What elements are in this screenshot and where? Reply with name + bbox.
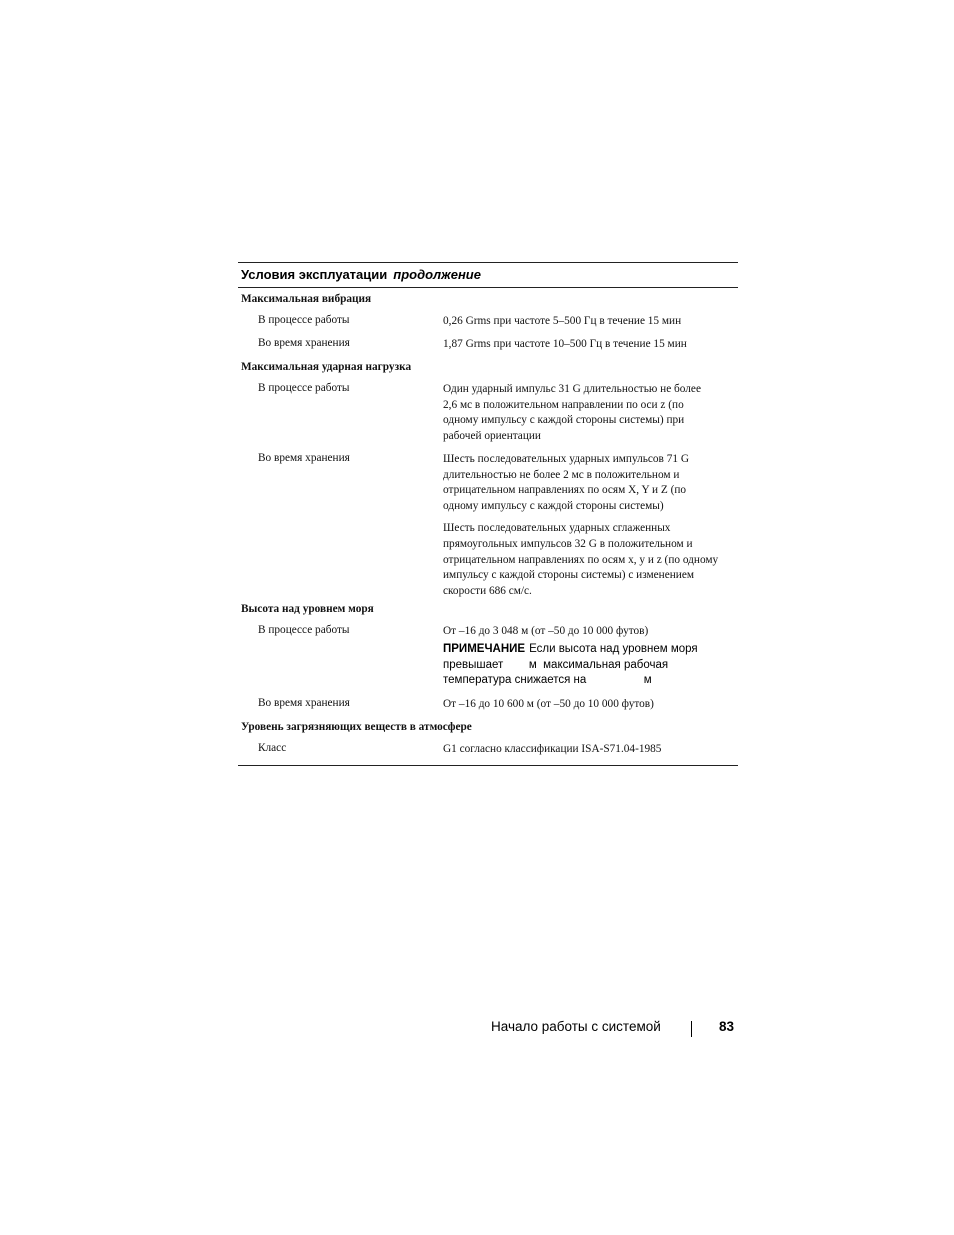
section-heading-contaminant: Уровень загрязняющих веществ в атмосфере: [241, 721, 472, 733]
footer-chapter-title: Начало работы с системой: [491, 1019, 661, 1034]
section-heading-altitude: Высота над уровнем моря: [241, 603, 374, 615]
note-block: [443, 642, 738, 694]
value-line: скорости 686 см/с.: [443, 584, 532, 597]
row-label: Во время хранения: [258, 337, 350, 349]
row-value: [443, 382, 738, 449]
row-label: В процессе работы: [258, 624, 350, 636]
row-value: От –16 до 3 048 м (от –50 до 10 000 футов): [443, 625, 649, 637]
value-line: 2,6 мс в положительном направлении по оси z (по: [443, 398, 684, 411]
value-line: Шесть последовательных ударных сглаженных: [443, 522, 671, 535]
table-row: [238, 621, 738, 642]
row-label: В процессе работы: [258, 314, 350, 326]
bottom-rule: [238, 765, 738, 766]
footer-divider: [691, 1021, 692, 1037]
value-line: Один ударный импульс 31 G длительностью не более: [443, 383, 701, 395]
note-line: превышает м максимальная рабочая: [443, 658, 669, 671]
table-title-suffix: продолжение: [393, 267, 481, 282]
page-number: 83: [719, 1019, 735, 1034]
value-line: отрицательном направлениях по осям X, Y и Z (по: [443, 484, 687, 497]
row-label: Класс: [258, 742, 287, 754]
value-line: длительностью не более 2 мс в положительном и: [443, 468, 680, 481]
row-label: Во время хранения: [258, 697, 350, 709]
table-row: [238, 449, 738, 597]
note-line: температура снижается на м: [443, 674, 652, 687]
table-row: [238, 379, 738, 449]
value-line: одному импульсу с каждой стороны системы): [443, 499, 664, 512]
row-value: G1 согласно классификации ISA-S71.04-1985: [443, 743, 662, 755]
value-line: одному импульсу с каждой стороны системы) при: [443, 414, 685, 427]
value-line: Шесть последовательных ударных импульсов 71 G: [443, 453, 689, 465]
value-line: отрицательном направлениях по осям x, y и z (по одному: [443, 553, 719, 566]
value-line: импульсу с каждой стороны системы) с изменением: [443, 569, 694, 582]
table-row: [238, 311, 738, 334]
table-title-text: Условия эксплуатации: [241, 267, 388, 282]
row-value: От –16 до 10 600 м (от –50 до 10 000 футов): [443, 698, 654, 710]
note-line: Если высота над уровнем моря: [529, 643, 698, 655]
section-heading-shock: Максимальная ударная нагрузка: [241, 361, 412, 373]
note-row: [238, 642, 738, 694]
row-value: 1,87 Grms при частоте 10–500 Гц в течение 15 мин: [443, 338, 687, 350]
table-row: [238, 334, 738, 357]
row-value: 0,26 Grms при частоте 5–500 Гц в течение 15 мин: [443, 315, 682, 327]
section-heading-vibration: Максимальная вибрация: [241, 293, 372, 305]
note-heading: ПРИМЕЧАНИЕ: [443, 643, 526, 655]
table-title: [238, 263, 738, 287]
value-line: рабочей ориентации: [443, 429, 541, 442]
table-row: [238, 739, 738, 765]
row-label: Во время хранения: [258, 452, 350, 464]
environment-table: [238, 262, 738, 766]
row-label: В процессе работы: [258, 382, 350, 394]
value-line: прямоугольных импульсов 32 G в положительном и: [443, 537, 693, 550]
row-value: [443, 452, 738, 597]
table-row: [238, 694, 738, 717]
